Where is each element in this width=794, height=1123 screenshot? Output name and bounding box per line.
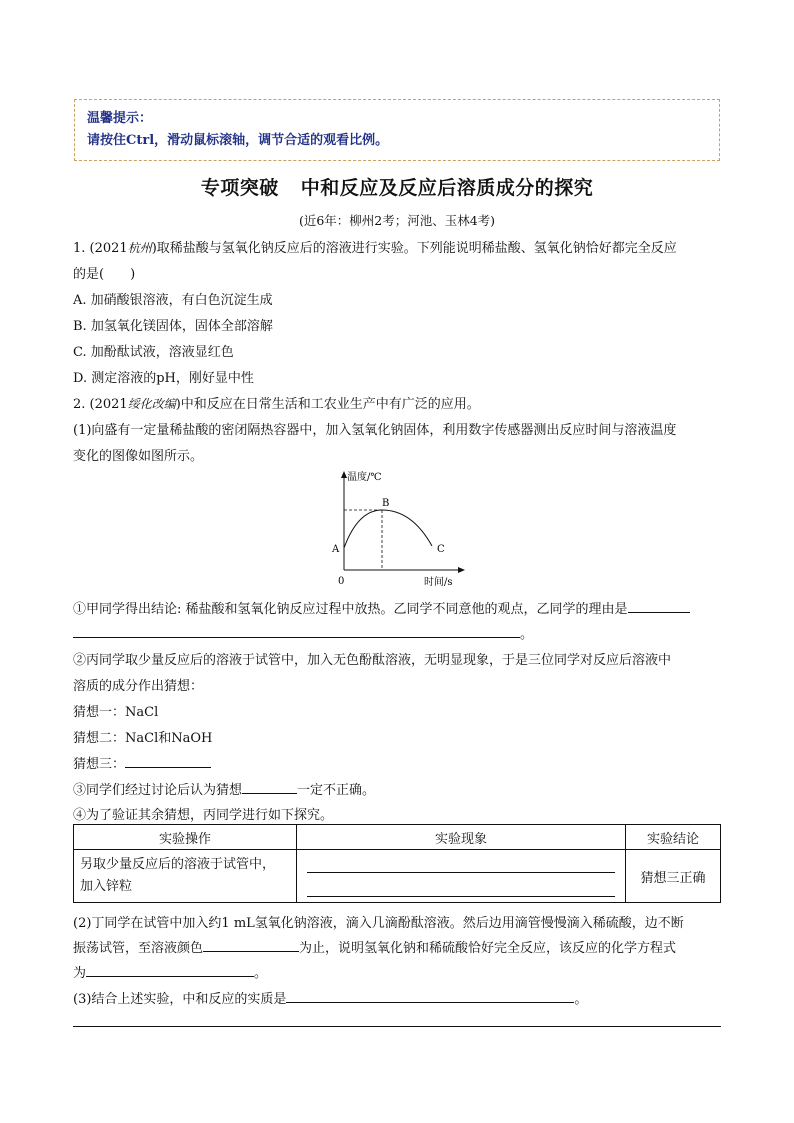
q2-p3-text-b: 。 (574, 992, 588, 1007)
q1-prefix: 1. (2021 (73, 241, 128, 256)
table-header-row (74, 825, 721, 850)
q2-p2-line1: (2)丁同学在试管中加入约1 mL氢氧化钠溶液，滴入几滴酚酞溶液。然后边用滴管慢慢滴入稀硫酸，边不断 (73, 916, 684, 931)
q2-source: 绥化改编 (127, 397, 176, 411)
q1-stem-text: )取稀盐酸与氢氧化钠反应后的溶液进行实验。下列能说明稀盐酸、氢氧化钠恰好都完全反应 (151, 241, 677, 256)
header-conclusion: 实验结论 (626, 825, 721, 850)
point-b-label: B (382, 498, 390, 509)
q2-p2-text-d: 。 (254, 966, 268, 981)
q2-s1-blank-b[interactable] (73, 625, 520, 638)
header-operation: 实验操作 (74, 825, 297, 850)
q2-s1-text: ①甲同学得出结论: 稀盐酸和氢氧化钠反应过程中放热。乙同学不同意他的观点，乙同学的理由是 (73, 602, 628, 617)
page-subtitle: (近6年：柳州2考；河池、玉林4考) (298, 213, 496, 228)
q2-p2-line2 (73, 937, 676, 956)
q1-source: 杭州 (127, 241, 152, 255)
q2-s1-line1 (73, 598, 690, 617)
x-axis-arrow (458, 567, 465, 573)
q2-s4: ④为了验证其余猜想，丙同学进行如下探究。 (73, 808, 334, 823)
q2-guess2: 猜想二：NaCl和NaOH (73, 731, 213, 746)
title-left: 专项突破 (200, 177, 279, 199)
q2-stem-text: )中和反应在日常生活和工农业生产中有广泛的应用。 (175, 397, 480, 412)
q2-p2-text-a: 振荡试管，至溶液颜色 (73, 941, 204, 956)
q2-s3-text-a: ③同学们经过讨论后认为猜想 (73, 783, 243, 798)
cell-operation (74, 850, 297, 903)
q2-stem (73, 393, 480, 412)
q2-p3-text-a: (3)结合上述实验，中和反应的实质是 (73, 992, 287, 1007)
tip-text: 请按住Ctrl，滑动鼠标滚轴，调节合适的观看比例。 (87, 133, 389, 148)
q2-s3 (73, 779, 375, 798)
bottom-rule (73, 1026, 721, 1027)
q1-option-a: A. 加硝酸银溶液，有白色沉淀生成 (73, 293, 273, 308)
tip-box (74, 99, 720, 161)
q2-guess3 (73, 753, 211, 772)
point-c-label: C (437, 544, 445, 555)
phenomenon-blank-2[interactable] (307, 876, 615, 897)
table-row (74, 850, 721, 903)
q1-option-b: B. 加氢氧化镁固体，固体全部溶解 (73, 319, 273, 334)
header-phenomenon: 实验现象 (297, 825, 626, 850)
q2-s3-blank[interactable] (242, 781, 297, 794)
y-axis-label: 温度/℃ (347, 472, 382, 483)
q1-option-d: D. 测定溶液的pH，刚好显中性 (73, 371, 254, 386)
q2-s2-line1: ②丙同学取少量反应后的溶液于试管中，加入无色酚酞溶液，无明显现象，于是三位同学对反应后溶液中 (73, 653, 672, 668)
q2-s2-line2: 溶质的成分作出猜想： (73, 679, 204, 694)
q2-p2-text-c: 为 (73, 966, 87, 981)
phenomenon-blank-1[interactable] (307, 852, 615, 873)
q2-p3 (73, 988, 587, 1007)
operation-line1: 另取少量反应后的溶液于试管中， (80, 857, 276, 872)
q2-guess3-text: 猜想三： (73, 757, 126, 772)
temperature-time-graph (320, 468, 470, 590)
temperature-curve (344, 510, 432, 548)
q2-p2-line3 (73, 962, 267, 981)
cell-phenomenon (297, 850, 626, 903)
experiment-table (73, 824, 721, 903)
origin-label: 0 (338, 576, 345, 587)
q2-s1-end: 。 (520, 627, 534, 642)
tip-title: 温馨提示： (87, 111, 153, 126)
q2-p2-color-blank[interactable] (203, 939, 299, 952)
q2-prefix: 2. (2021 (73, 397, 128, 412)
q2-p2-text-b: 为止，说明氢氧化钠和稀硫酸恰好完全反应，该反应的化学方程式 (299, 941, 677, 956)
page-title (0, 173, 794, 200)
operation-line2: 加入锌粒 (80, 879, 133, 894)
q2-s1-blank-a[interactable] (628, 600, 690, 613)
q2-p2-equation-blank[interactable] (86, 964, 254, 977)
cell-conclusion: 猜想三正确 (626, 850, 721, 903)
q2-p3-blank[interactable] (286, 990, 574, 1003)
q2-p1-line2: 变化的图像如图所示。 (73, 449, 204, 464)
q2-s1-line2 (73, 623, 533, 642)
q1-stem-line1 (73, 237, 677, 256)
q2-guess3-blank[interactable] (125, 755, 211, 768)
q2-p1-line1: (1)向盛有一定量稀盐酸的密闭隔热容器中，加入氢氧化钠固体，利用数字传感器测出反应时间与溶液温度 (73, 423, 677, 438)
title-right: 中和反应及反应后溶质成分的探究 (300, 177, 594, 199)
q1-stem-line2: 的是( ) (73, 267, 136, 282)
q2-s3-text-b: 一定不正确。 (297, 783, 376, 798)
q2-guess1: 猜想一：NaCl (73, 705, 159, 720)
x-axis-label: 时间/s (424, 577, 453, 588)
q1-option-c: C. 加酚酞试液，溶液显红色 (73, 345, 234, 360)
point-a-label: A (332, 544, 340, 555)
